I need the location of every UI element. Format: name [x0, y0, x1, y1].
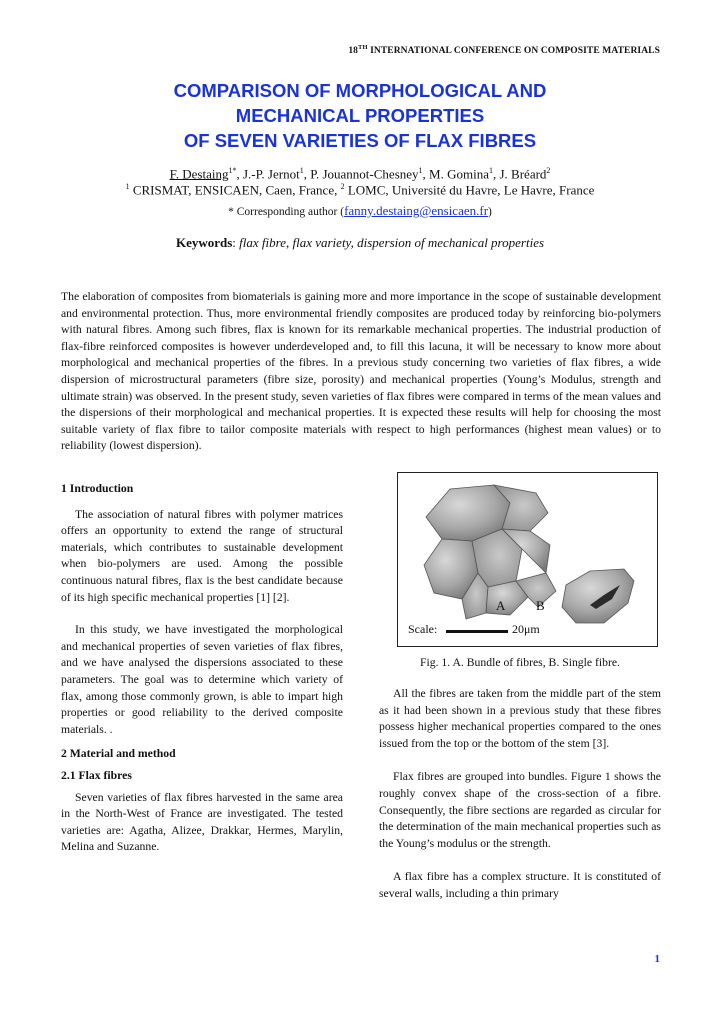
- paragraph: A flax fibre has a complex structure. It is constituted of several walls, including a thin primary: [379, 870, 661, 900]
- affiliations: $^1$ CRISMAT, ENSICAEN, Caen, France, $^2$ LOMC, Université du Havre, Le Havre, France: [125, 182, 595, 198]
- title-line-2: MECHANICAL PROPERTIES: [235, 105, 485, 126]
- title-line-3: OF SEVEN VARIETIES OF FLAX FIBRES: [183, 130, 537, 151]
- author-name: , P. Jouannot-Chesney: [303, 166, 419, 182]
- section-heading: 2 Material and method: [61, 747, 176, 761]
- author-email-link[interactable]: fanny.destaing@ensicaen.fr: [344, 203, 489, 218]
- abstract: The elaboration of composites from biomaterials is gaining more and more importance in the scope of sustainable development and environmental protection. Thus, more environmental friendly composites are produced today by reinforcing bio-polymers with natural fibres. Among such fibres, flax is known for its remarkable mechanical properties. The industrial production of flax-fibre reinforced composites is however underdeveloped and, to fill this lacuna, it will be necessary to know more about morphological and mechanical properties of the fibres. In a previous study concerning two varieties of flax fibres, a wide dispersion of microstructural parameters (fibre size, porosity) and mechanical properties (Young’s Modulus, strength and ultimate strain) was observed. In the present study, seven varieties of flax fibres were compared in terms of the mean values and the dispersions of their morphological and mechanical properties. It is expected these results will help for choosing the most suitable variety of flax fibre to tailor composite materials with respect to high performances (highest mean values) or to reliability (lowest dispersion).: [61, 290, 661, 453]
- left-column: [61, 481, 343, 856]
- right-column: [379, 686, 661, 903]
- micrograph-image: [398, 473, 657, 646]
- paragraph: All the fibres are taken from the middle part of the stem as it had been shown in a previous study that these fibres possess higher mechanical properties compared to the ones issued from the top or the bottom of the stem [3].: [379, 687, 661, 750]
- author-name: , J.-P. Jernot: [236, 166, 300, 182]
- author-name: F. Destaing: [169, 166, 229, 182]
- title-line-1: COMPARISON OF MORPHOLOGICAL AND: [173, 80, 547, 101]
- single-fibre-b: [562, 569, 634, 623]
- scale-bar: [446, 630, 508, 633]
- subsection-heading: 2.1 Flax fibres: [61, 768, 132, 782]
- paragraph: Flax fibres are grouped into bundles. Figure 1 shows the roughly convex shape of the cross-section of a fibre. Consequently, the fibre sections are regarded as circular for the determination of the main mechanical properties such as the Young’s modulus or the strength.: [379, 770, 661, 850]
- figure-caption: Fig. 1. A. Bundle of fibres, B. Single fibre.: [420, 656, 620, 669]
- conference-header: 18TH INTERNATIONAL CONFERENCE ON COMPOSITE MATERIALS: [348, 44, 660, 57]
- paragraph: In this study, we have investigated the morphological and mechanical properties of seven varieties of flax fibres, and we have analysed the dispersions associated to these parameters. The goal was to determine which variety of flax, among those commonly grown, is able to impart high properties or good reliability to the derived composite materials. .: [61, 623, 343, 736]
- scale-label: Scale:: [408, 622, 438, 636]
- figure-label-b: B: [536, 598, 545, 613]
- author-name: , J. Bréard: [492, 166, 547, 182]
- keywords: Keywords: flax fibre, flax variety, dispersion of mechanical properties: [175, 235, 545, 250]
- paragraph: Seven varieties of flax fibres harvested in the same area in the North-West of France are investigated. The tested varieties are: Agatha, Alizee, Drakkar, Hermes, Marylin, Melina and Suzanne.: [61, 790, 343, 854]
- author-name: , M. Gomina: [422, 166, 489, 182]
- paragraph: The association of natural fibres with polymer matrices offers an opportunity to extend the range of structural materials, which contributes to sustainable development when bio-polymers are used. Among the possible continuous natural fibres, flax is the best candidate because of its high specific mechanical properties [1] [2].: [61, 507, 343, 604]
- page-number: 1: [654, 953, 660, 965]
- scale-value: 20μm: [512, 622, 540, 636]
- author-list: F. Destaing$^{1*}$, J.-P. Jernot$^1$, P. Jouannot-Chesney$^1$, M. Gomina$^1$, J. Bréard$^2$: [169, 166, 551, 182]
- figure-1: [397, 472, 658, 647]
- figure-label-a: A: [496, 598, 506, 613]
- paper-title: [0, 78, 720, 153]
- section-heading: 1 Introduction: [61, 482, 134, 495]
- corresponding-author: * Corresponding author (fanny.destaing@ensicaen.fr): [228, 203, 492, 218]
